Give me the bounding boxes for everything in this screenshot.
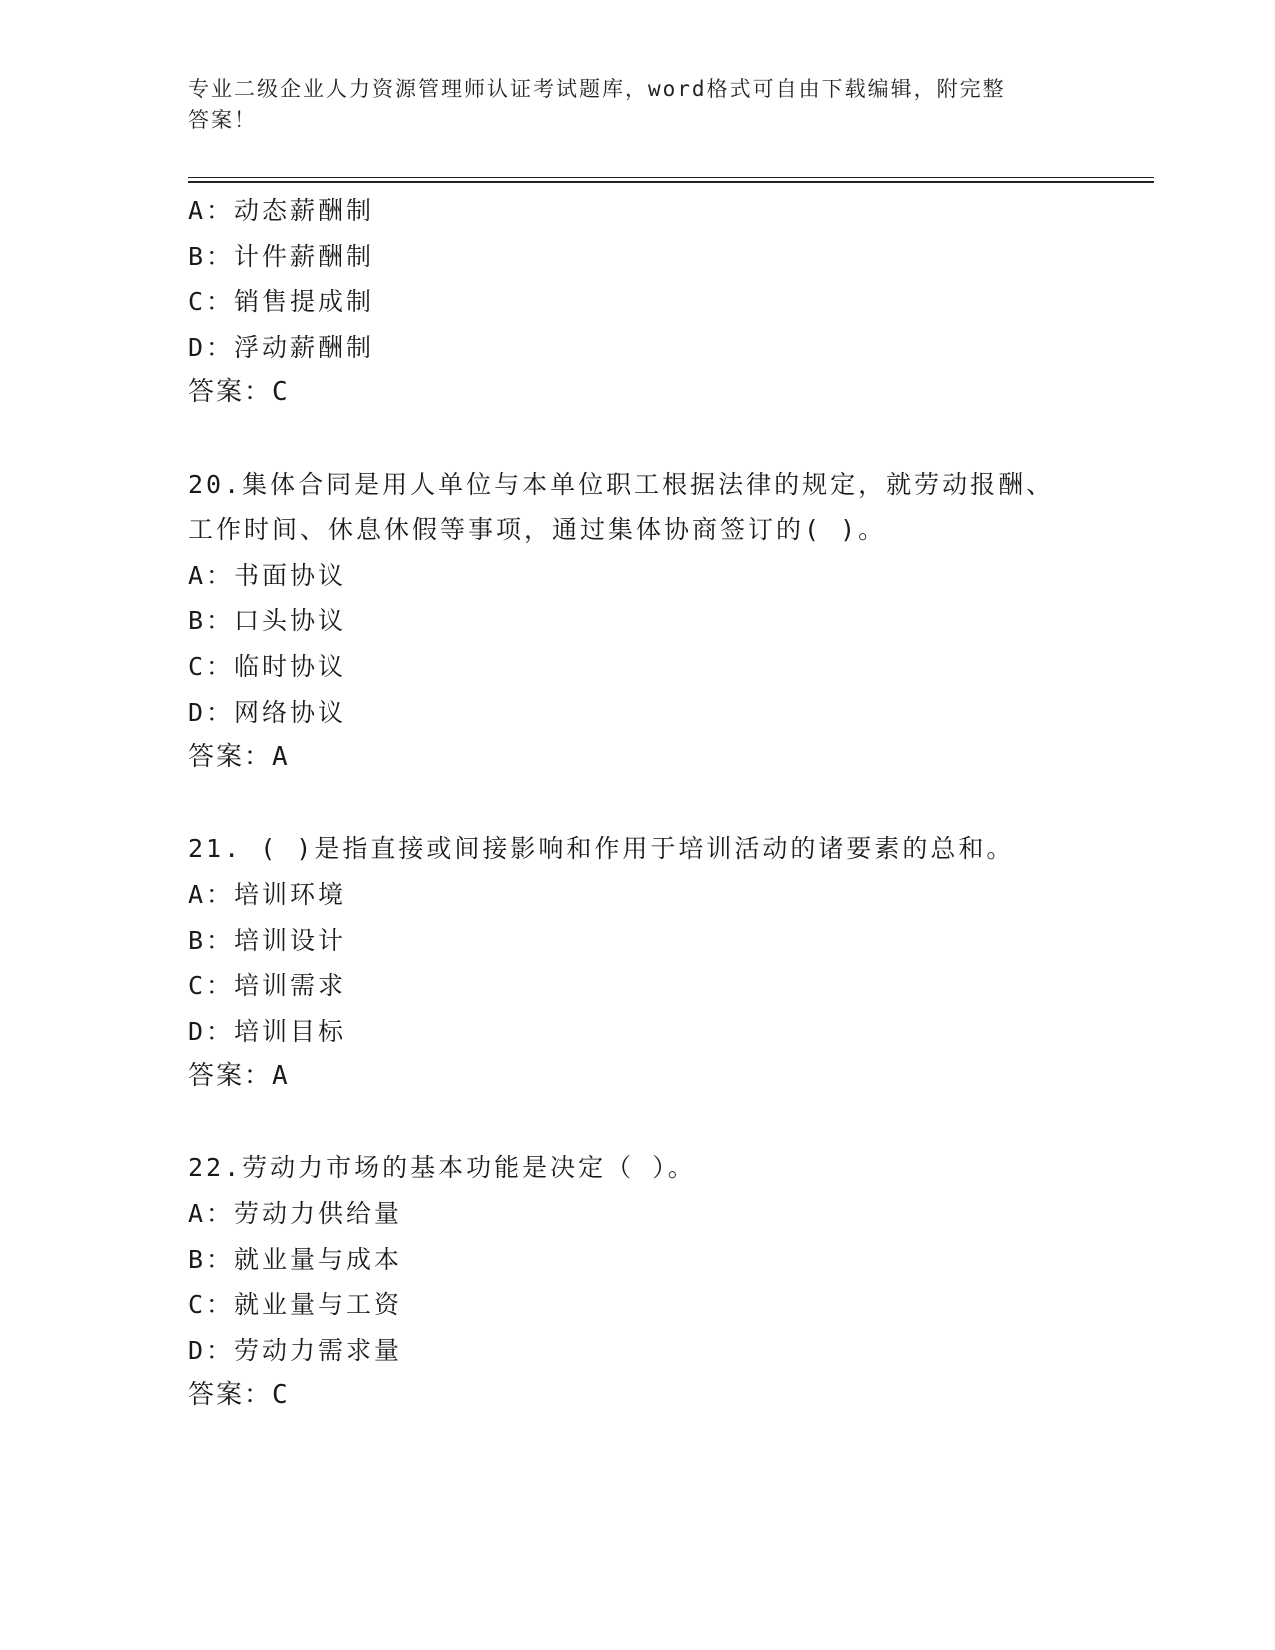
option-c: C：临时协议 xyxy=(188,651,347,681)
header-divider-thick xyxy=(188,181,1154,183)
question-block-22 xyxy=(188,1145,1088,1419)
option-b: B：就业量与成本 xyxy=(188,1244,403,1274)
header-divider-thin xyxy=(188,177,1154,178)
answer-line xyxy=(188,735,1088,781)
option-a: A：劳动力供给量 xyxy=(188,1199,403,1229)
option-c: C：销售提成制 xyxy=(188,287,375,317)
answer-label: 答案： xyxy=(188,377,273,408)
question-stem-line-1: 20.集体合同是用人单位与本单位职工根据法律的规定，就劳动报酬、 xyxy=(188,469,1055,499)
answer-value: A xyxy=(272,742,289,773)
option-b: B：计件薪酬制 xyxy=(188,241,375,271)
option-b: B：培训设计 xyxy=(188,925,347,955)
document-header xyxy=(188,74,1068,136)
question-list xyxy=(188,188,1088,1419)
spacer xyxy=(188,781,1088,827)
option-d: D：浮动薪酬制 xyxy=(188,332,375,362)
answer-value: C xyxy=(272,377,289,408)
answer-value: A xyxy=(272,1061,289,1092)
spacer xyxy=(188,416,1088,462)
header-title-line-2: 答案！ xyxy=(188,108,257,132)
spacer xyxy=(188,1100,1088,1146)
option-c: C：就业量与工资 xyxy=(188,1290,403,1320)
option-c: C：培训需求 xyxy=(188,971,347,1001)
option-d: D：培训目标 xyxy=(188,1016,347,1046)
answer-line xyxy=(188,370,1088,416)
option-b: B：口头协议 xyxy=(188,606,347,636)
question-stem-line-1: 22.劳动力市场的基本功能是决定（ ）。 xyxy=(188,1153,696,1183)
question-stem-line-1: 21. ( )是指直接或间接影响和作用于培训活动的诸要素的总和。 xyxy=(188,834,1015,864)
question-stem-line-2: 工作时间、休息休假等事项，通过集体协商签订的( )。 xyxy=(188,515,887,545)
question-block-21 xyxy=(188,826,1088,1100)
answer-label: 答案： xyxy=(188,1061,273,1092)
option-a: A：培训环境 xyxy=(188,879,347,909)
header-title-line-1: 专业二级企业人力资源管理师认证考试题库，word格式可自由下载编辑，附完整 xyxy=(188,77,1006,101)
question-block-20 xyxy=(188,462,1088,781)
option-d: D：网络协议 xyxy=(188,697,347,727)
option-d: D：劳动力需求量 xyxy=(188,1335,403,1365)
answer-label: 答案： xyxy=(188,1380,273,1411)
question-block-19 xyxy=(188,188,1088,416)
answer-label: 答案： xyxy=(188,742,273,773)
option-a: A：动态薪酬制 xyxy=(188,196,375,225)
answer-value: C xyxy=(272,1380,289,1411)
answer-line xyxy=(188,1054,1088,1100)
option-a: A：书面协议 xyxy=(188,560,347,590)
answer-line xyxy=(188,1373,1088,1419)
